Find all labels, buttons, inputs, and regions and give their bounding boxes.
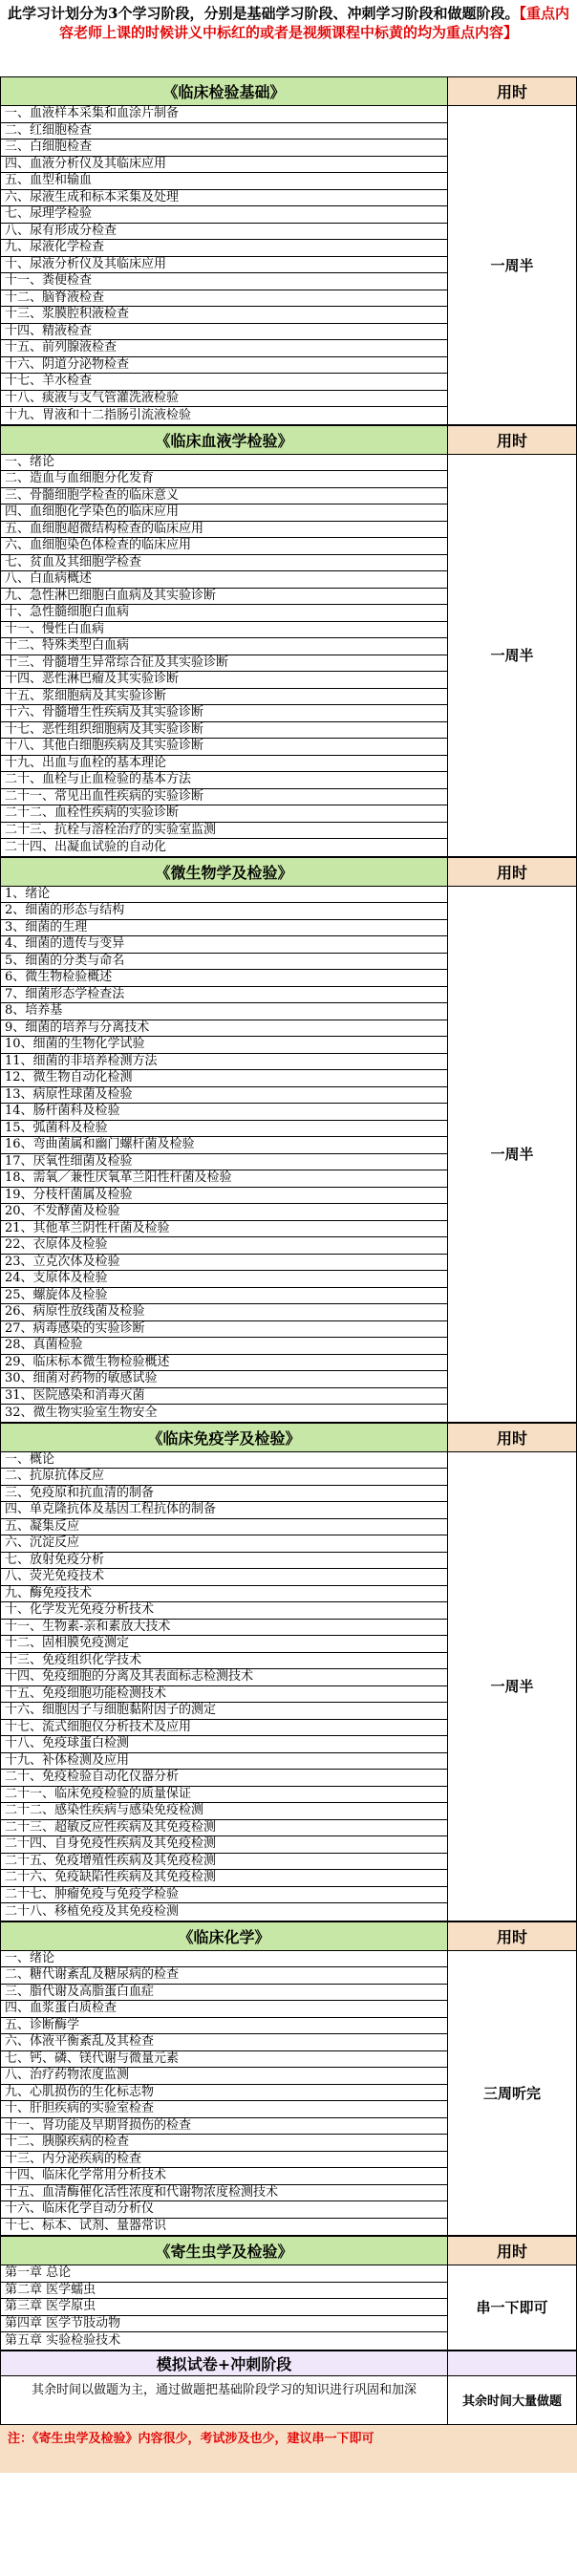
- section-parasitology: [0, 2236, 577, 2351]
- section-title: 《临床血液学检验》: [1, 426, 448, 454]
- topic-item: 23、立克次体及检验: [1, 1255, 447, 1272]
- footer-note: 注：《寄生虫学及检验》内容很少，考试涉及也少，建议串一下即可: [0, 2425, 577, 2473]
- topic-item: 五、血型和输血: [1, 173, 447, 190]
- topic-item: 十六、临床化学自动分析仪: [1, 2201, 447, 2219]
- topic-item: 14、肠杆菌科及检验: [1, 1104, 447, 1121]
- topic-item: 八、治疗药物浓度监测: [1, 2068, 447, 2085]
- topic-item: 十九、胃液和十二指肠引流液检验: [5, 407, 192, 422]
- topic-item: 三、脂代谢及高脂蛋白血症: [1, 1985, 447, 2002]
- section-header: [0, 1921, 577, 1950]
- duration-header: 用时: [448, 1424, 576, 1451]
- topic-item: 第二章 医学蠕虫: [1, 2283, 447, 2300]
- topic-item: 十四、临床化学常用分析技术: [1, 2168, 447, 2185]
- topic-item: 三、免疫原和抗血清的制备: [1, 1486, 447, 1503]
- topic-item: 十二、固相膜免疫测定: [1, 1636, 447, 1653]
- topic-item: 十五、浆细胞病及其实验诊断: [1, 689, 447, 706]
- topic-item: 17、厌氧性细菌及检验: [1, 1154, 447, 1171]
- topic-list: [1, 2265, 448, 2350]
- topic-list: [1, 455, 448, 856]
- section-body: [0, 1451, 577, 1921]
- topic-item: 12、微生物自动化检测: [1, 1070, 447, 1087]
- topic-item: 十五、血清酶催化活性浓度和代谢物浓度检测技术: [1, 2185, 447, 2202]
- section-header: [0, 76, 577, 105]
- topic-item: 二十六、免疫缺陷性疾病及其免疫检测: [1, 1870, 447, 1887]
- section-duration: 一周半: [490, 647, 534, 664]
- topic-item: 28、真菌检验: [1, 1338, 447, 1355]
- section-body: [0, 886, 577, 1423]
- section-body: [0, 2265, 577, 2351]
- topic-item: 24、支原体及检验: [1, 1271, 447, 1288]
- topic-item: 四、血细胞化学染色的临床应用: [1, 504, 447, 522]
- topic-item: 二、红细胞检查: [1, 123, 447, 140]
- section-duration: 一周半: [490, 256, 534, 274]
- topic-item: 二十二、感染性疾病与感染免疫检测: [1, 1803, 447, 1820]
- section-duration: 一周半: [490, 1678, 534, 1695]
- topic-item: 五、诊断酶学: [1, 2018, 447, 2035]
- topic-item: 四、血浆蛋白质检查: [1, 2001, 447, 2018]
- topic-item: 29、临床标本微生物检验概述: [1, 1355, 447, 1372]
- intro-text: [0, 0, 577, 76]
- topic-item: 五、血细胞超微结构检查的临床应用: [1, 522, 447, 539]
- section-clinical-hematology: [0, 425, 577, 857]
- section-title: 《临床检验基础》: [1, 77, 448, 105]
- section-clinical-test-basics: [0, 76, 577, 425]
- topic-item: 31、医院感染和消毒灭菌: [1, 1388, 447, 1406]
- topic-item: 二十四、出凝血试验的自动化: [5, 839, 167, 854]
- topic-item: 七、贫血及其细胞学检查: [1, 555, 447, 572]
- topic-item: 九、酶免疫技术: [1, 1586, 447, 1603]
- mock-stage-body: [0, 2375, 577, 2425]
- topic-item: 25、螺旋体及检验: [1, 1288, 447, 1305]
- topic-item: 7、细菌形态学检查法: [1, 987, 447, 1004]
- topic-item: 六、血细胞染色体检查的临床应用: [1, 538, 447, 555]
- topic-item: 十一、粪便检查: [1, 273, 447, 290]
- topic-item: 一、概论: [1, 1452, 447, 1470]
- topic-item: 十七、羊水检查: [1, 374, 447, 391]
- topic-item: 27、病毒感染的实验诊断: [1, 1321, 447, 1339]
- topic-item: 九、急性淋巴细胞白血病及其实验诊断: [1, 589, 447, 606]
- topic-item: 十七、恶性组织细胞病及其实验诊断: [1, 722, 447, 740]
- topic-item: 二十五、免疫增殖性疾病及其免疫检测: [1, 1854, 447, 1871]
- topic-item: 十九、出血与血栓的基本理论: [1, 756, 447, 773]
- topic-item: 十四、恶性淋巴瘤及其实验诊断: [1, 672, 447, 689]
- topic-item: 4、细菌的遗传与变异: [1, 936, 447, 954]
- topic-item: 26、病原性放线菌及检验: [1, 1304, 447, 1321]
- section-clinical-chemistry: [0, 1921, 577, 2237]
- topic-item: 十二、脑脊液检查: [1, 290, 447, 308]
- topic-item: 四、血液分析仪及其临床应用: [1, 157, 447, 174]
- topic-item: 第五章 实验检验技术: [5, 2332, 121, 2348]
- mock-stage-blank: [448, 2351, 576, 2375]
- topic-item: 三、骨髓细胞学检查的临床意义: [1, 488, 447, 505]
- topic-item: 七、钙、磷、镁代谢与微量元素: [1, 2051, 447, 2069]
- topic-item: 十八、其他白细胞疾病及其实验诊断: [1, 739, 447, 756]
- topic-list: [1, 106, 448, 424]
- topic-item: 七、放射免疫分析: [1, 1553, 447, 1570]
- section-title: 《临床化学》: [1, 1922, 448, 1950]
- topic-item: 十三、内分泌疾病的检查: [1, 2152, 447, 2169]
- topic-item: 2、细菌的形态与结构: [1, 903, 447, 920]
- topic-list: [1, 1951, 448, 2236]
- topic-item: 3、细菌的生理: [1, 920, 447, 937]
- topic-item: 一、血液样本采集和血涂片制备: [1, 106, 447, 123]
- topic-item: 二十三、超敏反应性疾病及其免疫检测: [1, 1820, 447, 1837]
- topic-item: 8、培养基: [1, 1003, 447, 1020]
- topic-item: 十一、生物素-亲和素放大技术: [1, 1620, 447, 1637]
- topic-item: 32、微生物实验室生物安全: [5, 1405, 158, 1420]
- topic-item: 二、造血与血细胞分化发育: [1, 471, 447, 488]
- section-header: [0, 857, 577, 886]
- topic-item: 八、荧光免疫技术: [1, 1569, 447, 1586]
- topic-item: 二十一、常见出血性疾病的实验诊断: [1, 789, 447, 806]
- duration-header: 用时: [448, 426, 576, 454]
- sections-container: [0, 76, 577, 2351]
- topic-item: 1、绪论: [1, 887, 447, 904]
- topic-item: 十一、慢性白血病: [1, 622, 447, 639]
- topic-item: 9、细菌的培养与分离技术: [1, 1020, 447, 1038]
- section-microbiology: [0, 857, 577, 1423]
- topic-item: 十二、特殊类型白血病: [1, 638, 447, 655]
- topic-item: 十、急性髓细胞白血病: [1, 605, 447, 622]
- intro-key-note: 【重点内容老师上课的时候讲义中标红的或者是视频课程中标黄的均为重点内容】: [58, 5, 569, 41]
- topic-item: 15、弧菌科及检验: [1, 1121, 447, 1138]
- topic-item: 二十八、移植免疫及其免疫检测: [5, 1903, 180, 1919]
- topic-item: 5、细菌的分类与命名: [1, 954, 447, 971]
- topic-item: 十、化学发光免疫分析技术: [1, 1602, 447, 1620]
- topic-item: 十四、精液检查: [1, 324, 447, 341]
- topic-item: 21、其他革兰阴性杆菌及检验: [1, 1221, 447, 1238]
- topic-item: 二十一、临床免疫检验的质量保证: [1, 1787, 447, 1804]
- topic-item: 二十二、血栓性疾病的实验诊断: [1, 805, 447, 823]
- topic-item: 十一、肾功能及早期肾损伤的检查: [1, 2118, 447, 2136]
- topic-item: 六、体液平衡紊乱及其检查: [1, 2034, 447, 2051]
- topic-item: 16、弯曲菌属和幽门螺杆菌及检验: [1, 1137, 447, 1154]
- topic-item: 13、病原性球菌及检验: [1, 1087, 447, 1105]
- section-body: [0, 1950, 577, 2237]
- topic-item: 19、分枝杆菌属及检验: [1, 1188, 447, 1205]
- topic-item: 十九、补体检测及应用: [1, 1753, 447, 1771]
- topic-item: 六、尿液生成和标本采集及处理: [1, 190, 447, 207]
- topic-item: 22、衣原体及检验: [1, 1237, 447, 1255]
- topic-item: 二十、免疫检验自动化仪器分析: [1, 1770, 447, 1787]
- section-duration: 一周半: [490, 1146, 534, 1163]
- topic-item: 一、绪论: [1, 455, 447, 472]
- topic-item: 九、心肌损伤的生化标志物: [1, 2085, 447, 2102]
- intro-plan-text: 此学习计划分为3个学习阶段，分别是基础学习阶段、冲刺学习阶段和做题阶段。: [8, 5, 520, 22]
- topic-item: 十七、标本、试剂、量器常识: [5, 2219, 167, 2233]
- topic-item: 十三、浆膜腔积液检查: [1, 307, 447, 324]
- topic-item: 二十四、自身免疫性疾病及其免疫检测: [1, 1836, 447, 1854]
- topic-item: 二、抗原抗体反应: [1, 1469, 447, 1486]
- topic-item: 九、尿液化学检查: [1, 240, 447, 257]
- topic-item: 八、白血病概述: [1, 571, 447, 589]
- topic-item: 20、不发酵菌及检验: [1, 1204, 447, 1221]
- section-body: [0, 105, 577, 425]
- duration-header: 用时: [448, 858, 576, 886]
- topic-item: 第三章 医学原虫: [1, 2299, 447, 2316]
- topic-item: 十五、前列腺液检查: [1, 340, 447, 357]
- topic-item: 十三、骨髓增生异常综合征及其实验诊断: [1, 655, 447, 673]
- section-title: 《临床免疫学及检验》: [1, 1424, 448, 1451]
- topic-item: 十、肝胆疾病的实验室检查: [1, 2101, 447, 2118]
- topic-item: 七、尿理学检验: [1, 206, 447, 224]
- section-header: [0, 1423, 577, 1451]
- topic-item: 五、凝集反应: [1, 1519, 447, 1536]
- topic-item: 十六、阴道分泌物检查: [1, 357, 447, 375]
- section-title: 《微生物学及检验》: [1, 858, 448, 886]
- topic-list: [1, 1452, 448, 1921]
- topic-item: 第四章 医学节肢动物: [1, 2316, 447, 2333]
- topic-item: 六、沉淀反应: [1, 1535, 447, 1553]
- topic-item: 二十七、肿瘤免疫与免疫学检验: [1, 1887, 447, 1904]
- topic-item: 一、绪论: [1, 1951, 447, 1968]
- topic-item: 十五、免疫细胞功能检测技术: [1, 1686, 447, 1704]
- topic-item: 十八、痰液与支气管灌洗液检验: [1, 391, 447, 408]
- topic-item: 十四、免疫细胞的分离及其表面标志检测技术: [1, 1669, 447, 1686]
- section-header: [0, 2236, 577, 2265]
- duration-header: 用时: [448, 1922, 576, 1950]
- section-immunology: [0, 1423, 577, 1921]
- topic-item: 十、尿液分析仪及其临床应用: [1, 257, 447, 274]
- mock-stage-description: 其余时间以做题为主，通过做题把基础阶段学习的知识进行巩固和加深: [1, 2376, 448, 2424]
- topic-item: 四、单克隆抗体及基因工程抗体的制备: [1, 1502, 447, 1519]
- topic-item: 第一章 总论: [1, 2265, 447, 2283]
- topic-item: 二十、血栓与止血检验的基本方法: [1, 772, 447, 789]
- section-duration: 串一下即可: [476, 2299, 548, 2317]
- topic-item: 10、细菌的生物化学试验: [1, 1037, 447, 1054]
- topic-item: 十三、免疫组织化学技术: [1, 1653, 447, 1670]
- topic-item: 18、需氧／兼性厌氧革兰阳性杆菌及检验: [1, 1170, 447, 1188]
- section-duration: 三周听完: [482, 2084, 541, 2102]
- mock-stage-header: [0, 2351, 577, 2375]
- duration-header: 用时: [448, 77, 576, 105]
- topic-item: 6、微生物检验概述: [1, 970, 447, 987]
- duration-header: 用时: [448, 2237, 576, 2265]
- topic-item: 十六、骨髓增生性疾病及其实验诊断: [1, 705, 447, 722]
- topic-item: 三、白细胞检查: [1, 140, 447, 157]
- mock-stage-title: 模拟试卷+冲刺阶段: [1, 2351, 448, 2375]
- section-header: [0, 425, 577, 454]
- topic-item: 十二、胰腺疾病的检查: [1, 2135, 447, 2152]
- topic-item: 十六、细胞因子与细胞黏附因子的测定: [1, 1703, 447, 1720]
- topic-item: 十七、流式细胞仪分析技术及应用: [1, 1720, 447, 1737]
- section-title: 《寄生虫学及检验》: [1, 2237, 448, 2265]
- topic-item: 二、糖代谢紊乱及糖尿病的检查: [1, 1967, 447, 1985]
- topic-list: [1, 887, 448, 1422]
- topic-item: 30、细菌对药物的敏感试验: [1, 1371, 447, 1388]
- mock-stage-duration: 其余时间大量做题: [461, 2394, 562, 2409]
- topic-item: 十八、免疫球蛋白检测: [1, 1736, 447, 1753]
- topic-item: 11、细菌的非培养检测方法: [1, 1054, 447, 1071]
- section-body: [0, 454, 577, 857]
- topic-item: 八、尿有形成分检查: [1, 224, 447, 241]
- topic-item: 二十三、抗栓与溶栓治疗的实验室监测: [1, 823, 447, 840]
